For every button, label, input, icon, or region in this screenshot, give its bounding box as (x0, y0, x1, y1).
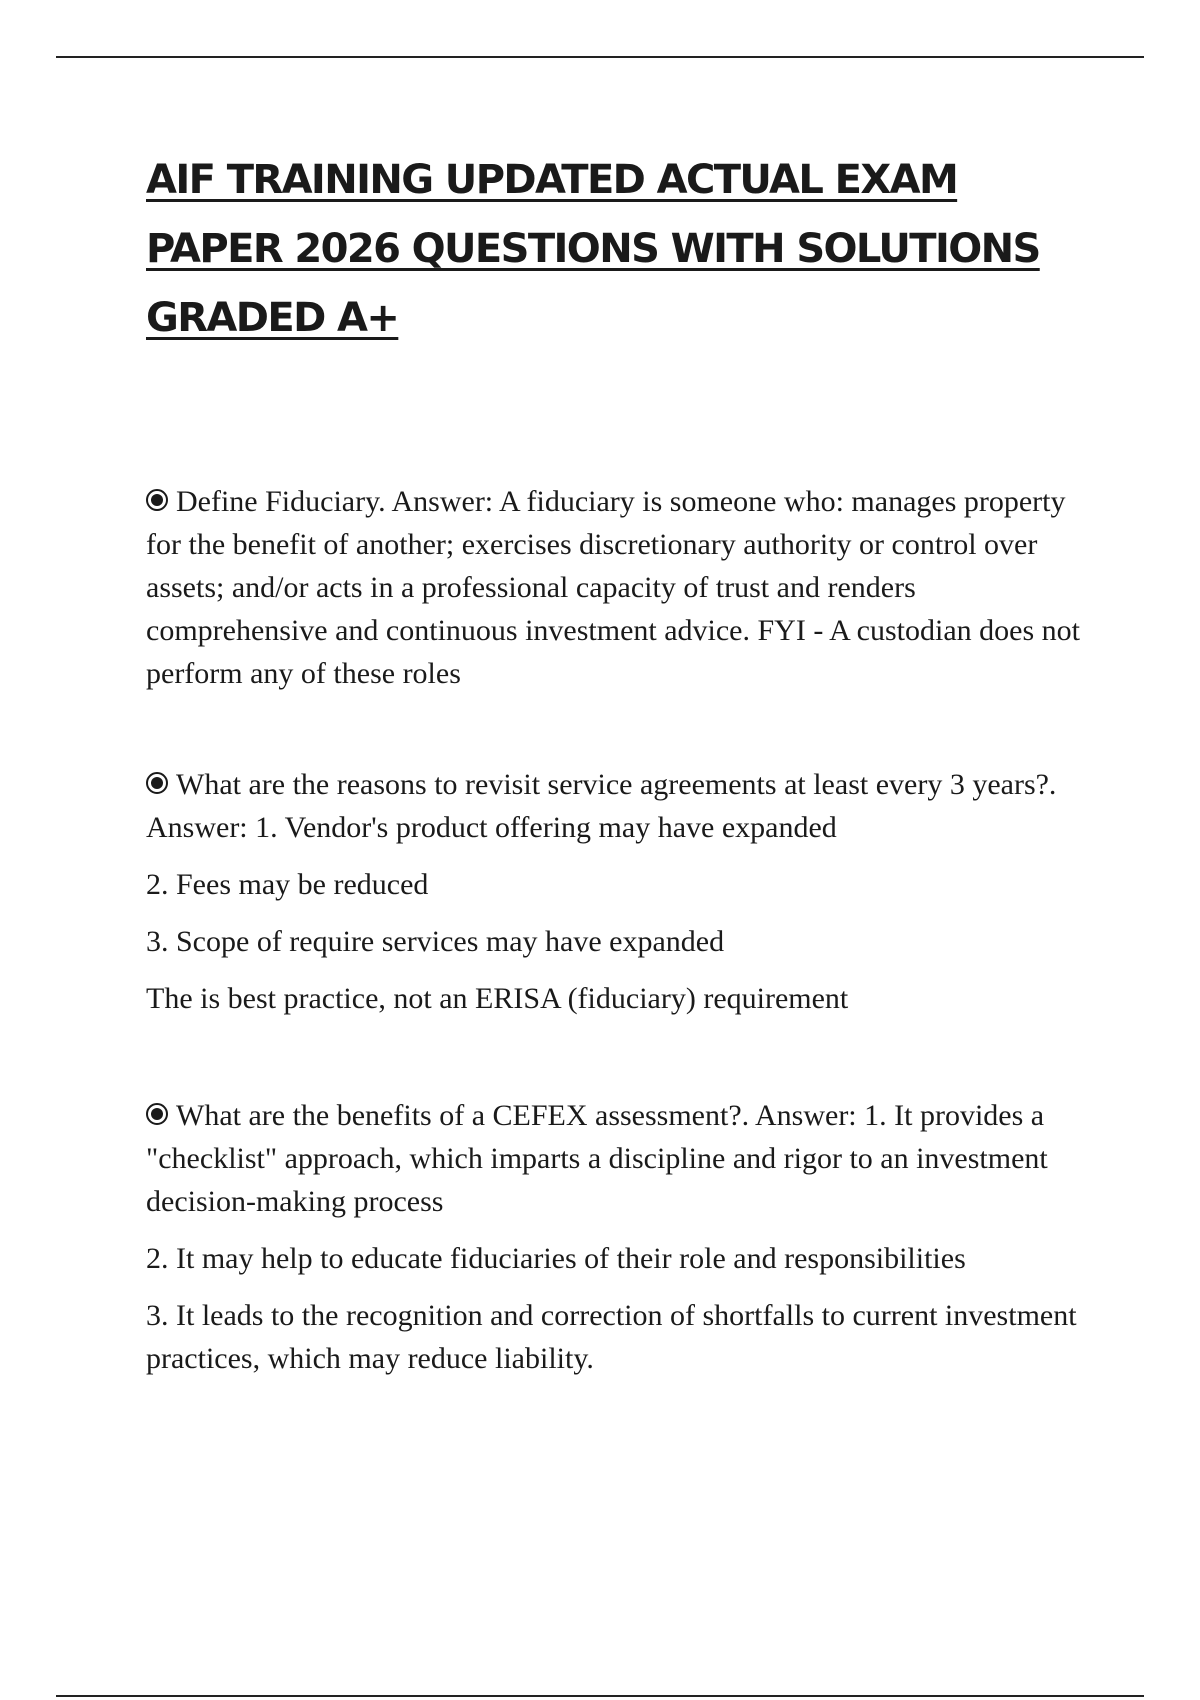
question-text: Define Fiduciary. Answer: A fiduciary is someone who: manages property for the benefit of another; exercises discretionary authority or control over assets; and/or acts in a professional capacity of trust and renders comprehensive and continuous investment advice. FYI - A custodian does not perform any of these roles (146, 485, 1080, 690)
answer-line: The is best practice, not an ERISA (fiduciary) requirement (146, 982, 849, 1015)
question-paragraph (146, 480, 1096, 695)
question-text: What are the reasons to revisit service agreements at least every 3 years?. Answer: 1. Vendor's product offering may have expanded (146, 768, 1057, 844)
qa-item (146, 763, 1096, 1020)
top-divider (56, 56, 1144, 58)
answer-line: 2. It may help to educate fiduciaries of their role and responsibilities (146, 1242, 966, 1275)
radio-bullet-icon (146, 489, 168, 511)
document-title: AIF TRAINING UPDATED ACTUAL EXAM PAPER 2026 QUESTIONS WITH SOLUTIONS GRADED A+ (146, 157, 1040, 341)
qa-item (146, 1094, 1096, 1380)
qa-list (146, 480, 1096, 1448)
bottom-divider (56, 1695, 1144, 1697)
radio-bullet-icon (146, 772, 168, 794)
answer-line: 2. Fees may be reduced (146, 868, 429, 901)
answer-line: 3. It leads to the recognition and correction of shortfalls to current investment practices, which may reduce liability. (146, 1299, 1077, 1375)
qa-item (146, 480, 1096, 695)
question-paragraph (146, 763, 1096, 849)
answer-line: 3. Scope of require services may have expanded (146, 925, 725, 958)
question-paragraph (146, 1094, 1096, 1223)
radio-bullet-icon (146, 1103, 168, 1125)
question-text: What are the benefits of a CEFEX assessment?. Answer: 1. It provides a "checklist" approach, which imparts a discipline and rigor to an investment decision-making process (146, 1099, 1048, 1218)
